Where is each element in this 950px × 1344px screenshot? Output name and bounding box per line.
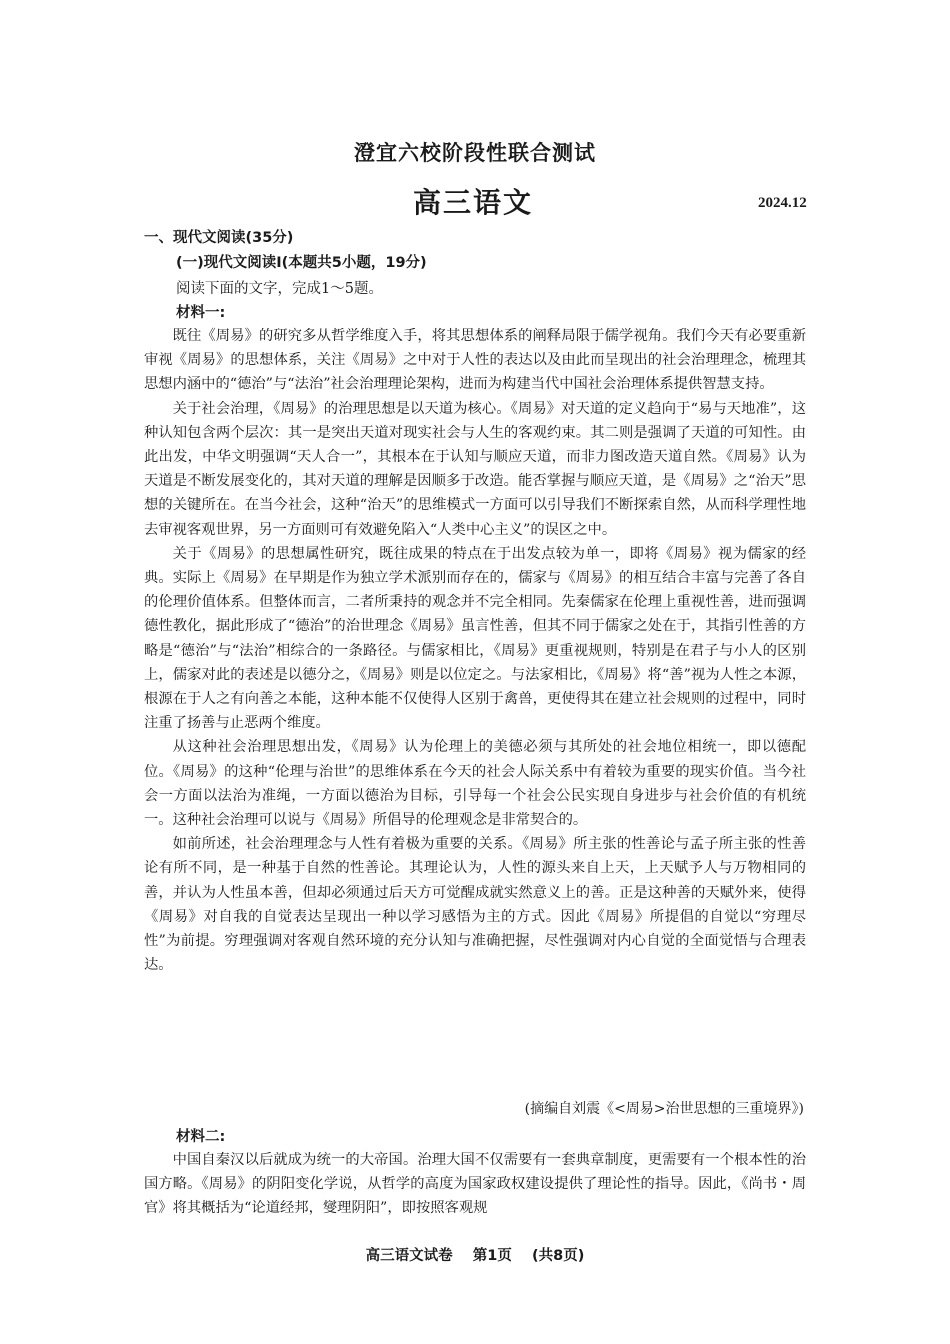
material-2-label: 材料二: [176,1129,226,1145]
material-2-passage [144,1148,806,1221]
paragraph: 既往《周易》的研究多从哲学维度入手，将其思想体系的阐释局限于儒学视角。我们今天有必要重新审视《周易》的思想体系，关注《周易》之中对于人性的表达以及由此而呈现出的社会治理理念，梳理其思想内涵中的“德治”与“法治”社会治理理论架构，进而为构建当代中国社会治理体系提供智慧支持。 [144,328,806,393]
page-footer: 高三语文试卷 第1页 (共8页) [365,1248,585,1264]
reading-instructions: 阅读下面的文字，完成1～5题。 [176,281,383,297]
section-heading: 一、现代文阅读(35分) [144,230,294,246]
exam-date: 2024.12 [758,195,807,211]
subsection-heading: (一)现代文阅读I(本题共5小题，19分) [176,255,427,271]
exam-title: 澄宜六校阶段性联合测试 [354,141,596,165]
material-1-citation: (摘编自刘震《<周易>治世思想的三重境界》) [524,1101,804,1117]
paragraph: 关于社会治理，《周易》的治理思想是以天道为核心。《周易》对天道的定义趋向于“易与天地准”，这种认知包含两个层次：其一是突出天道对现实社会与人生的客观约束。其二则是强调了天道的可知性。由此出发，中华文明强调“天人合一”，其根本在于认知与顺应天道，而非力图改造天道自然。《周易》认为天道是不断发展变化的，其对天道的理解是因顺多于改造。能否掌握与顺应天道，是《周易》之“治天”思想的关键所在。在当今社会，这种“治天”的思维模式一方面可以引导我们不断探索自然，从而科学理性地去审视客观世界，另一方面则可有效避免陷入“人类中心主义”的误区之中。 [144,400,806,538]
paragraph: 如前所述，社会治理理念与人性有着极为重要的关系。《周易》所主张的性善论与孟子所主张的性善论有所不同，是一种基于自然的性善论。其理论认为，人性的源头来自上天，上天赋予人与万物相同的善，并认为人性虽本善，但却必须通过后天方可觉醒成就实然意义上的善。正是这种善的天赋外来，使得《周易》对自我的自觉表达呈现出一种以学习感悟为主的方式。因此《周易》所提倡的自觉以“穷理尽性”为前提。穷理强调对客观自然环境的充分认知与准确把握，尽性强调对内心自觉的全面觉悟与合理表达。 [144,836,806,974]
paragraph: 中国自秦汉以后就成为统一的大帝国。治理大国不仅需要有一套典章制度，更需要有一个根本性的治国方略。《周易》的阴阳变化学说，从哲学的高度为国家政权建设提供了理论性的指导。因此，《尚书・周官》将其概括为“论道经邦，燮理阴阳”，即按照客观规 [144,1152,806,1217]
paragraph: 关于《周易》的思想属性研究，既往成果的特点在于出发点较为单一，即将《周易》视为儒家的经典。实际上《周易》在早期是作为独立学术派别而存在的，儒家与《周易》的相互结合丰富与完善了各自的伦理价值体系。但整体而言，二者所秉持的观念并不完全相同。先秦儒家在伦理上重视性善，进而强调德性教化，据此形成了“德治”的治世理念《周易》虽言性善，但其不同于儒家之处在于，其指引性善的方略是“德治”与“法治”相综合的一条路径。与儒家相比，《周易》更重视规则，特别是在君子与小人的区别上，儒家对此的表述是以德分之，《周易》则是以位定之。与法家相比，《周易》将“善”视为人性之本源，根源在于人之有向善之本能，这种本能不仅使得人区别于禽兽，更使得其在建立社会规则的过程中，同时注重了扬善与止恶两个维度。 [144,545,806,732]
subject-title: 高三语文 [412,186,533,219]
paragraph: 从这种社会治理思想出发，《周易》认为伦理上的美德必须与其所处的社会地位相统一，即以德配位。《周易》的这种“伦理与治世”的思维体系在今天的社会人际关系中有着较为重要的现实价值。当今社会一方面以法治为准绳，一方面以德治为目标，引导每一个社会公民实现自身进步与社会价值的有机统一。这种社会治理可以说与《周易》所倡导的伦理观念是非常契合的。 [144,739,806,829]
material-1-passage [144,324,806,977]
material-1-label: 材料一: [176,305,226,321]
